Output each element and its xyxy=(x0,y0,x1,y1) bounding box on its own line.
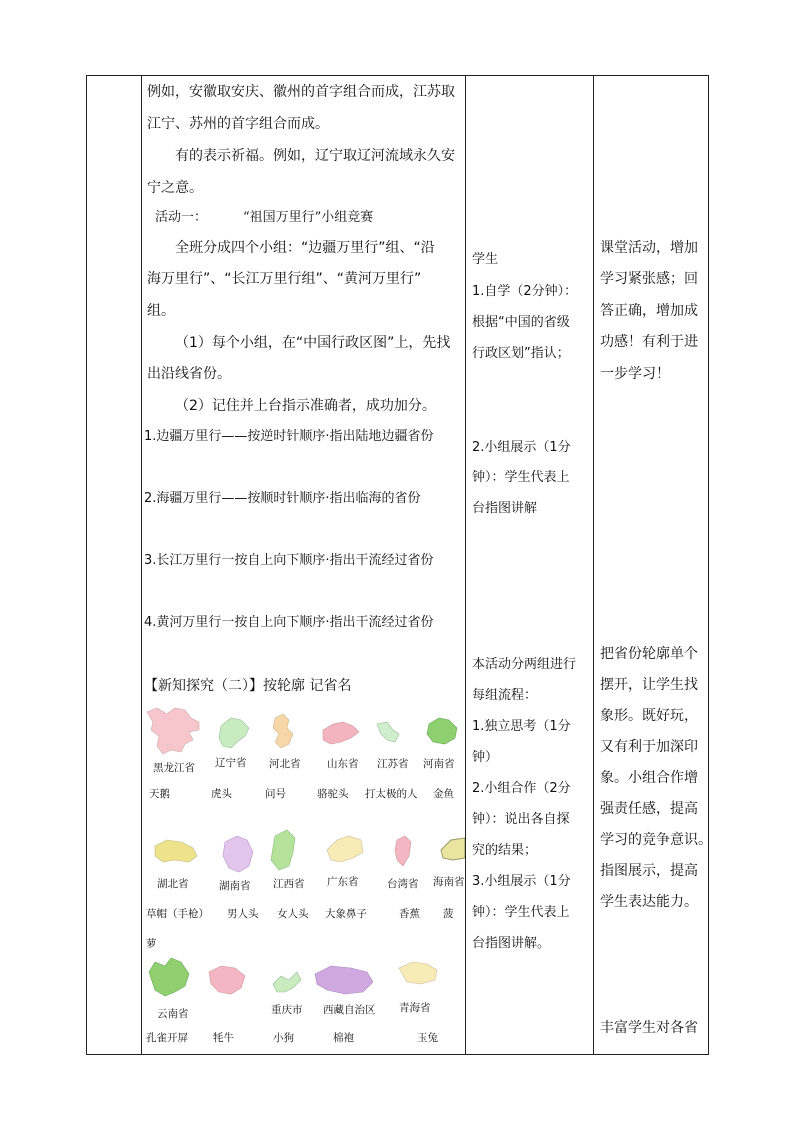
province-name: 黑龙江省 xyxy=(153,762,195,774)
intent-line: 答正确，增加成 xyxy=(600,303,698,319)
province-name: 西藏自治区 xyxy=(323,1004,376,1016)
shape-likeness: 草帽（手枪） xyxy=(146,908,209,920)
route-coast: 2.海疆万里行——按顺时针顺序·指出临海的省份 xyxy=(144,491,421,506)
shape-likeness: 男人头 xyxy=(227,908,259,920)
jiangxi-shape xyxy=(271,830,295,870)
province-name: 江苏省 xyxy=(377,758,409,770)
student-line: 3.小组展示（1分 xyxy=(472,874,571,889)
shape-likeness: 香蕉 xyxy=(399,908,420,920)
province-name: 海南省 xyxy=(433,876,465,888)
table-border-left xyxy=(86,75,87,1055)
route-yangtze: 3.长江万里行一按自上向下顺序·指出干流经过省份 xyxy=(144,553,434,568)
shape-likeness: 牦牛 xyxy=(213,1032,234,1044)
table-divider-2 xyxy=(465,75,466,1055)
intent-line: 一步学习！ xyxy=(600,366,670,382)
student-line: 学生 xyxy=(472,252,499,267)
intent-line: 功感！有利于进 xyxy=(600,334,698,350)
shape-likeness-wrap: 萝 xyxy=(146,938,157,950)
intent-line: 学习的竞争意识。 xyxy=(600,832,712,848)
shape-likeness: 骆驼头 xyxy=(317,788,349,800)
student-line: 2.小组合作（2分 xyxy=(472,781,571,796)
guangdong-shape xyxy=(327,836,363,862)
shape-likeness: 小狗 xyxy=(273,1032,294,1044)
student-line: 1.独立思考（1分 xyxy=(472,719,571,734)
hunan-shape xyxy=(223,836,253,872)
intent-line: 强责任感，提高 xyxy=(600,801,698,817)
province-name: 江西省 xyxy=(273,878,305,890)
intent-line: 学习紧张感；回 xyxy=(600,271,698,287)
province-name: 湖北省 xyxy=(157,878,189,890)
student-line: 2.小组展示（1分 xyxy=(472,440,571,455)
jiangsu-shape xyxy=(377,722,399,742)
step2-line: （2）记住并上台指示准确者，成功加分。 xyxy=(175,398,436,414)
yunnan-shape xyxy=(149,958,189,996)
activity-label: 活动一： xyxy=(155,210,208,225)
province-name: 广东省 xyxy=(327,876,359,888)
step1-line: （1）每个小组，在“中国行政区图”上，先找 xyxy=(175,335,451,351)
activity-title: “祖国万里行”小组竞赛 xyxy=(243,210,374,225)
group-line: 全班分成四个小组：“边疆万里行”组、“沿 xyxy=(175,240,435,256)
intent-line: 学生表达能力。 xyxy=(600,894,698,910)
intro-line: 宁之意。 xyxy=(147,180,203,196)
liaoning-shape xyxy=(219,718,249,748)
intent-line: 把省份轮廓单个 xyxy=(600,646,698,662)
step1-line: 出沿线省份。 xyxy=(147,366,231,382)
route-yellow-river: 4.黄河万里行一按自上向下顺序·指出干流经过省份 xyxy=(144,615,434,630)
student-line: 行政区划”指认； xyxy=(472,346,570,361)
qinghai-shape xyxy=(399,962,437,984)
shape-likeness: 大象鼻子 xyxy=(325,908,367,920)
intent-line: 又有利于加深印 xyxy=(600,739,698,755)
route-border: 1.边疆万里行——按逆时针顺序·指出陆地边疆省份 xyxy=(144,429,434,444)
table-divider-3 xyxy=(593,75,594,1055)
shape-likeness: 虎头 xyxy=(211,788,232,800)
shape-likeness: 打太极的人 xyxy=(365,788,418,800)
intro-line: 江宁、苏州的首字组合而成。 xyxy=(147,116,329,132)
heilongjiang-shape xyxy=(147,708,199,754)
student-line: 钟）：学生代表上 xyxy=(472,470,570,485)
henan-shape xyxy=(427,718,457,744)
shape-likeness: 金鱼 xyxy=(433,788,454,800)
student-line: 台指图讲解 xyxy=(472,501,538,516)
intro-line: 例如，安徽取安庆、徽州的首字组合而成，江苏取 xyxy=(147,84,455,100)
student-line: 1.自学（2分钟）： xyxy=(472,284,578,299)
province-name: 青海省 xyxy=(399,1002,431,1014)
group-line: 组。 xyxy=(147,303,175,319)
shape-likeness: 棉袍 xyxy=(333,1032,354,1044)
province-outline-figure xyxy=(141,700,465,1054)
student-line: 台指图讲解。 xyxy=(472,936,551,951)
taiwan-shape xyxy=(395,836,411,866)
province-name: 湖南省 xyxy=(219,880,251,892)
shape-likeness: 玉兔 xyxy=(417,1032,438,1044)
intent-line: 丰富学生对各省 xyxy=(600,1020,698,1036)
intent-line: 象。小组合作增 xyxy=(600,770,698,786)
intent-line: 指图展示，提高 xyxy=(600,863,698,879)
shape-likeness: 天鹅 xyxy=(149,788,170,800)
group-line: 海万里行”、“长江万里行组”、“黄河万里行” xyxy=(147,271,422,287)
province-name: 山东省 xyxy=(327,758,359,770)
student-line: 钟）：说出各自探 xyxy=(472,812,570,827)
intent-line: 摆开，让学生找 xyxy=(600,677,698,693)
student-line: 根据“中国的省级 xyxy=(472,315,570,330)
shape-likeness: 菠 xyxy=(443,908,454,920)
intro-line: 有的表示祈福。例如，辽宁取辽河流域永久安 xyxy=(175,148,455,164)
table-border-top xyxy=(86,75,708,76)
chongqing-shape xyxy=(273,972,301,992)
hebei-shape xyxy=(273,714,293,748)
province-name: 辽宁省 xyxy=(215,757,247,769)
shape-likeness: 孔雀开屏 xyxy=(146,1032,188,1044)
intent-line: 课堂活动，增加 xyxy=(600,240,698,256)
intent-line: 象形。既好玩， xyxy=(600,708,698,724)
shape-likeness: 问号 xyxy=(265,788,286,800)
student-line: 究的结果； xyxy=(472,843,538,858)
province-name: 重庆市 xyxy=(271,1004,303,1016)
shandong-shape xyxy=(323,722,359,744)
yak-guizhou-shape xyxy=(209,966,245,994)
province-name: 河北省 xyxy=(269,758,301,770)
section2-title: 【新知探究（二）】按轮廓 记省名 xyxy=(144,678,352,694)
student-line: 钟）：学生代表上 xyxy=(472,905,570,920)
student-line: 钟） xyxy=(472,750,499,765)
province-name: 云南省 xyxy=(157,1008,189,1020)
student-line: 本活动分两组进行 xyxy=(472,657,577,672)
hubei-shape xyxy=(155,840,197,862)
tibet-shape xyxy=(315,966,373,994)
hainan-shape xyxy=(441,838,465,860)
shape-likeness: 女人头 xyxy=(277,908,309,920)
table-border-bottom xyxy=(86,1054,708,1055)
province-name: 河南省 xyxy=(423,758,455,770)
province-name: 台湾省 xyxy=(387,878,419,890)
student-line: 每组流程： xyxy=(472,688,538,703)
table-border-right xyxy=(708,75,709,1055)
